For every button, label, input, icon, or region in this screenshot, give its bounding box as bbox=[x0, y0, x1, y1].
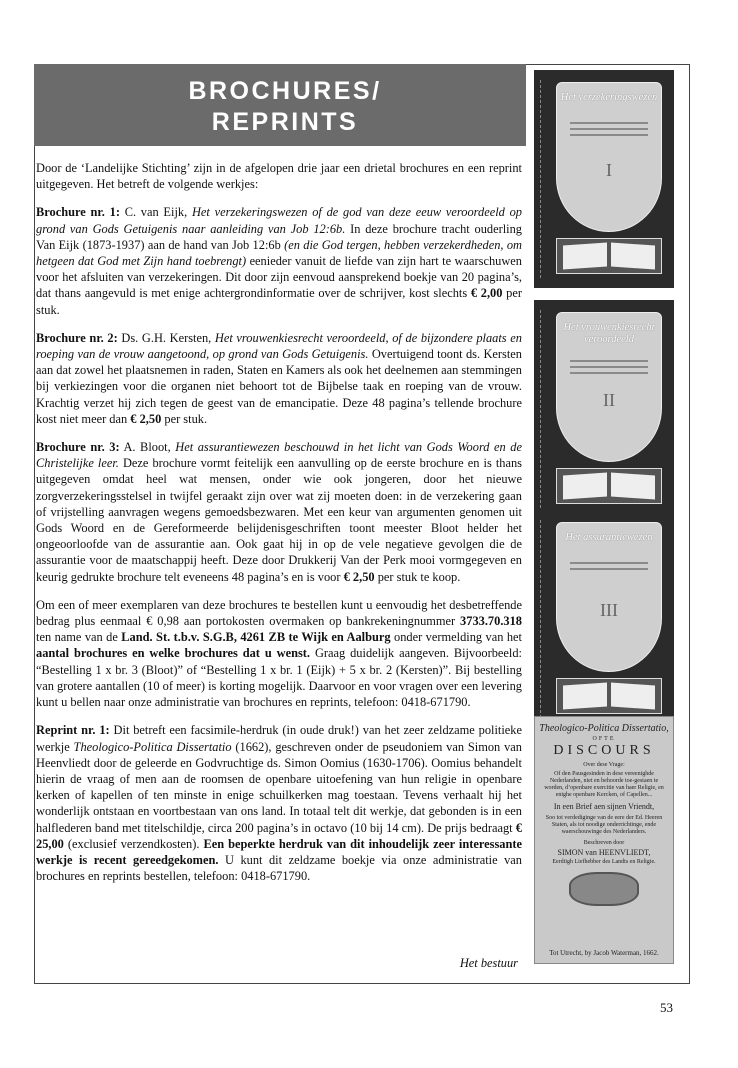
reprint-author: SIMON van HEENVLIEDT, bbox=[557, 848, 651, 857]
brochure-cover-2 bbox=[534, 300, 674, 518]
cover-text-lines bbox=[570, 122, 648, 140]
title-line-1: BROCHURES/ bbox=[188, 77, 382, 105]
reprint-line: Beschreven door bbox=[583, 840, 625, 846]
shield-shape bbox=[556, 522, 662, 672]
signoff: Het bestuur bbox=[459, 956, 518, 970]
reprint-line: Soo tot verdediginge van de eere der Ed. Heeren Staten, als tot noodige onderrichtinge, ende waerschouwinge des Nederlanders. bbox=[545, 815, 663, 835]
reprint-line: In een Brief aen sijnen Vriendt, bbox=[553, 802, 655, 811]
reprint-line: Over dese Vrage: bbox=[583, 762, 625, 768]
reprint-line: Eerdtigh Liefhebber des Landts en Religie. bbox=[552, 859, 656, 865]
spine-decoration bbox=[536, 520, 546, 718]
spine-decoration bbox=[536, 80, 546, 278]
cover-title: Het verzekeringswezen bbox=[560, 92, 658, 103]
open-bible-icon bbox=[556, 678, 662, 714]
cover-text-lines bbox=[570, 360, 648, 378]
title-line-2: REPRINTS bbox=[211, 108, 359, 136]
brochure-cover-3 bbox=[534, 510, 674, 728]
shield-shape bbox=[556, 82, 662, 232]
cover-title: Het vrouwenkiesrecht veroordeeld bbox=[563, 322, 655, 345]
article-body bbox=[36, 160, 522, 896]
brochure-1-paragraph: Brochure nr. 1: C. van Eijk, Het verzekeringswezen of de god van deze eeuw veroordeeld op grond van Gods Getuigenis naar aanleiding van Job 12:6b. In deze brochure tracht ouderling Van Eijk (1873-1937) aan de hand van Job 12:6b (en die God tergen, hebben verzekerdheden, om hetgeen dat God met Zijn hand toebrengt) eenieder vanuit de liefde van zijn hart te waarschuwen voor het afsluiten van verzekeringen. Dit door zijn eenvoud aansprekend boekje van 20 pagina’s, dat thans aangevuld is met enige achtergrondinformatie over de schrijver, kost slechts € 2,00 per stuk. bbox=[36, 205, 522, 317]
spine-decoration bbox=[536, 310, 546, 508]
page-title bbox=[100, 76, 470, 138]
brochure-2-paragraph: Brochure nr. 2: Ds. G.H. Kersten, Het vrouwenkiesrecht veroordeeld, of de bijzondere plaats en roeping van de vrouw aangetoond, op grond van Gods Getuigenis. Overtuigend toont ds. Kersten aan dat zowel het plaatsnemen in raden, Staten en Kamers als ook het deelnemen aan stemmingen bij verkiezingen voor die organen niet behoort tot de Bijbelse taak en roeping van de vrouw. Krachtig verzet hij zich tegen de geest van de emancipatie. Deze 48 pagina’s tellende brochure kost niet meer dan € 2,50 per stuk. bbox=[36, 330, 522, 426]
cover-numeral: I bbox=[606, 160, 612, 180]
reprint-line: OFTE bbox=[592, 736, 616, 742]
open-bible-icon bbox=[556, 468, 662, 504]
reprint-imprint: Tot Utrecht, by Jacob Waterman, 1662. bbox=[549, 949, 659, 957]
order-paragraph: Om een of meer exemplaren van deze brochures te bestellen kunt u eenvoudig het desbetreffende bedrag plus eenmaal € 0,98 aan portokosten overmaken op bankrekeningnummer 3733.70.318 ten name van de Land. St. t.b.v. S.G.B, 4261 ZB te Wijk en Aalburg onder vermelding van het aantal brochures en welke brochures dat u wenst. Graag duidelijk aangeven. Bijvoorbeeld: “Bestelling 1 x br. 3 (Bloot)” of “Bestelling 1 x br. 1 (Eijk) + 5 x br. 2 (Kersten)”. Bij bestelling van grotere aantallen (10 of meer) is korting mogelijk. Daarvoor en voor vragen over een levering kunt u bellen naar onze administratie van brochures en reprints, telefoon: 0418-671790. bbox=[36, 597, 522, 710]
brochure-3-paragraph: Brochure nr. 3: A. Bloot, Het assurantiewezen beschouwd in het licht van Gods Woord en de Christelijke leer. Deze brochure vormt feitelijk een aanvulling op de eerste brochure en is thans uitgegeven omdat heel wat mensen, onder wie ook jongeren, door het nieuwe zorgverzekeringsstelsel in twijfel geraakt zijn over wat zij moeten doen: in de verzekering gaan of vrijstelling aanvragen wegens gemoedsbezwaren. Met een keur van argumenten genomen uit Gods Woord en de Gereformeerde belijdenisgeschriften toont meester Bloot helder het ongeoorloofde van de assurantie aan. Ook gaat hij in op de vele negatieve gevolgen die de assurantie voor de maatschappij heeft. Deze door Drukkerij Van der Perk mooi vormgegeven en keurig gedrukte brochure telt eveneens 48 pagina’s en is voor € 2,50 per stuk te koop. bbox=[36, 440, 522, 584]
reprint-line: Of den Pausgesinden in dese vereenighde Nederlanden, niet en behoorde toe-gestaen te worden, d’openbare exercitie van haer Religie, en enighe openbare Kercken, of Capellen... bbox=[544, 771, 664, 798]
reprint-title: Theologico-Politica Dissertatio, bbox=[539, 723, 669, 734]
intro-paragraph: Door de ‘Landelijke Stichting’ zijn in de afgelopen drie jaar een drietal brochures en een reprint uitgegeven. Het betreft de volgende werkjes: bbox=[36, 161, 522, 192]
page-number: 53 bbox=[660, 1000, 673, 1015]
brochure-cover-1 bbox=[534, 70, 674, 288]
cover-title: Het assurantiewezen bbox=[565, 532, 653, 543]
printer-emblem-icon bbox=[569, 872, 639, 906]
reprint-cover bbox=[534, 716, 674, 964]
reprint-discours: DISCOURS bbox=[553, 743, 655, 758]
cover-numeral: III bbox=[600, 600, 618, 620]
reprint-paragraph: Reprint nr. 1: Dit betreft een facsimile-herdruk (in oude druk!) van het zeer zeldzame politieke werkje Theologico-Politica Dissertatio (1662), geschreven onder de pseudoniem van Simon van Heenvliedt door de geleerde en Godvruchtige ds. Simon Oomius (1630-1706). Oomius behandelt hierin de vraag of men aan de roomsen de openbare uitoefening van hun religie in openbare kerken of kapellen of ten minste in enige schuilkerken mag toestaan. Tevens verhaalt hij het wonderlijk ontstaan en voortbestaan van ons land. In totaal telt dit werkje, dat gebonden is in een halflederen band met titelschildje, circa 200 pagina’s in octavo (10 bij 14 cm). De prijs bedraagt € 25,00 (exclusief verzendkosten). Een beperkte herdruk van dit inhoudelijk zeer interessante werkje is recent gereedgekomen. U kunt dit zeldzame boekje via onze administratie van brochures en reprints bestellen, telefoon: 0418-671790. bbox=[36, 723, 522, 884]
open-bible-icon bbox=[556, 238, 662, 274]
cover-numeral: II bbox=[603, 390, 615, 410]
cover-text-lines bbox=[570, 562, 648, 574]
